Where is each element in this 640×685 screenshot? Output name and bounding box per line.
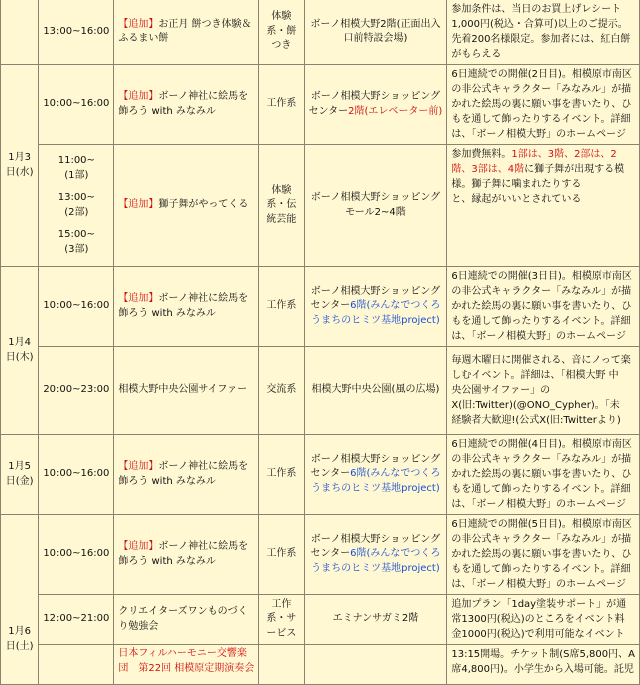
category-cell: 体験系・伝統芸能 [259, 145, 304, 267]
event-name-cell: 【追加】ボーノ神社に絵馬を飾ろう with みなみル [114, 65, 259, 145]
venue-cell: ボーノ相模大野2階(正面出入 口前特設会場) [304, 0, 447, 65]
table-row [1, 645, 640, 685]
category-cell: 工作系 [259, 435, 304, 515]
table-row [1, 65, 640, 145]
description-cell: 参加費無料。1部は、3階、2部は、2 階、3部は、4階に獅子舞が出現する模 様。獅子舞に噛まれたりする と、縁起がいいとされている [447, 145, 640, 267]
description-cell: 6日連続での開催(2日目)。相模原市南区 の非公式キャラクター「みなみル」が描 かれた絵馬の裏に願い事を書いたり、ひ もを通して飾ったりするイベント。詳細 は、「ボーノ相模大野」のホームページ [447, 65, 640, 145]
time-cell: 13:00~16:00 [39, 0, 114, 65]
event-name-cell: 【追加】ボーノ神社に絵馬を飾ろう with みなみル [114, 435, 259, 515]
venue-cell: エミナンサガミ2階 [304, 595, 447, 645]
table-row [1, 595, 640, 645]
category-cell: 工作系 [259, 267, 304, 347]
event-name-cell: 相模大野中央公園サイファー [114, 347, 259, 435]
category-cell: 交流系 [259, 347, 304, 435]
time-cell: 10:00~16:00 [39, 267, 114, 347]
description-cell: 参加条件は、当日のお買上げレシート 1,000円(税込・合算可)以上のご提示。 先着200名様限定。参加者には、紅白餅 がもらえる [447, 0, 640, 65]
category-cell: 工作系 [259, 515, 304, 595]
event-name-cell: 【追加】獅子舞がやってくる [114, 145, 259, 267]
venue-cell: 相模大野中央公園(風の広場) [304, 347, 447, 435]
event-name-cell: 日本フィルハーモニー交響楽 団 第22回 相模原定期演奏会 [114, 645, 259, 685]
table-row [1, 267, 640, 347]
time-cell [39, 645, 114, 685]
date-cell: 1月6日(土) [1, 515, 39, 685]
table-row [1, 435, 640, 515]
venue-cell: ボーノ相模大野ショッピング モール2~4階 [304, 145, 447, 267]
time-cell: 10:00~16:00 [39, 65, 114, 145]
event-name-cell: 【追加】お正月 餅つき体験＆ふるまい餅 [114, 0, 259, 65]
venue-cell: ボーノ相模大野ショッピング センター6階(みんなでつくろ うまちのヒミツ基地project) [304, 435, 447, 515]
venue-cell: ボーノ相模大野ショッピング センター6階(みんなでつくろ うまちのヒミツ基地project) [304, 267, 447, 347]
description-cell: 6日連続での開催(3日目)。相模原市南区 の非公式キャラクター「みなみル」が描 かれた絵馬の裏に願い事を書いたり、ひ もを通して飾ったりするイベント。詳細 は、「ボーノ相模大野」のホームページ [447, 267, 640, 347]
table-row [1, 347, 640, 435]
event-name-cell: 【追加】ボーノ神社に絵馬を飾ろう with みなみル [114, 515, 259, 595]
time-cell: 11:00~ (1部) 13:00~ (2部) 15:00~ (3部) [39, 145, 114, 267]
category-cell: 工作系 [259, 65, 304, 145]
venue-cell [304, 645, 447, 685]
category-cell: 体験系・餅つき [259, 0, 304, 65]
description-cell: 追加プラン「1day塗装サポート」が通 常1300円(税込)のところをイベント料 金1000円(税込)で利用可能なイベント [447, 595, 640, 645]
description-cell: 13:15開場。チケット制(S席5,800円、A 席4,800円)。小学生から入場可能。託児 [447, 645, 640, 685]
time-cell: 10:00~16:00 [39, 435, 114, 515]
description-cell: 6日連続での開催(4日目)。相模原市南区 の非公式キャラクター「みなみル」が描 かれた絵馬の裏に願い事を書いたり、ひ もを通して飾ったりするイベント。詳細 は、「ボーノ相模大野」のホームページ [447, 435, 640, 515]
table-row [1, 145, 640, 267]
time-cell: 12:00~21:00 [39, 595, 114, 645]
time-cell: 10:00~16:00 [39, 515, 114, 595]
time-cell: 20:00~23:00 [39, 347, 114, 435]
event-name-cell: 【追加】ボーノ神社に絵馬を飾ろう with みなみル [114, 267, 259, 347]
table-row [1, 515, 640, 595]
table-row [1, 0, 640, 65]
category-cell: 工作系・サービス [259, 595, 304, 645]
date-cell: 1月3日(水) [1, 65, 39, 267]
category-cell [259, 645, 304, 685]
venue-cell: ボーノ相模大野ショッピング センター6階(みんなでつくろ うまちのヒミツ基地project) [304, 515, 447, 595]
date-cell-previous [1, 0, 39, 65]
event-name-cell: クリエイターズワンものづくり勉強会 [114, 595, 259, 645]
description-cell: 6日連続での開催(5日目)。相模原市南区 の非公式キャラクター「みなみル」が描 かれた絵馬の裏に願い事を書いたり、ひ もを通して飾ったりするイベント。詳細 は、「ボーノ相模大野」のホームページ [447, 515, 640, 595]
venue-cell: ボーノ相模大野ショッピング センター2階(エレベーター前) [304, 65, 447, 145]
date-cell: 1月4日(木) [1, 267, 39, 435]
date-cell: 1月5日(金) [1, 435, 39, 515]
description-cell: 毎週木曜日に開催される、音にノって楽 しむイベント。詳細は、「相模大野 中 央公園サイファー」の X(旧:Twitter)(@ONO_Cypher)。「未 経験者大歓迎!(公式X(旧:Twitterより) [447, 347, 640, 435]
